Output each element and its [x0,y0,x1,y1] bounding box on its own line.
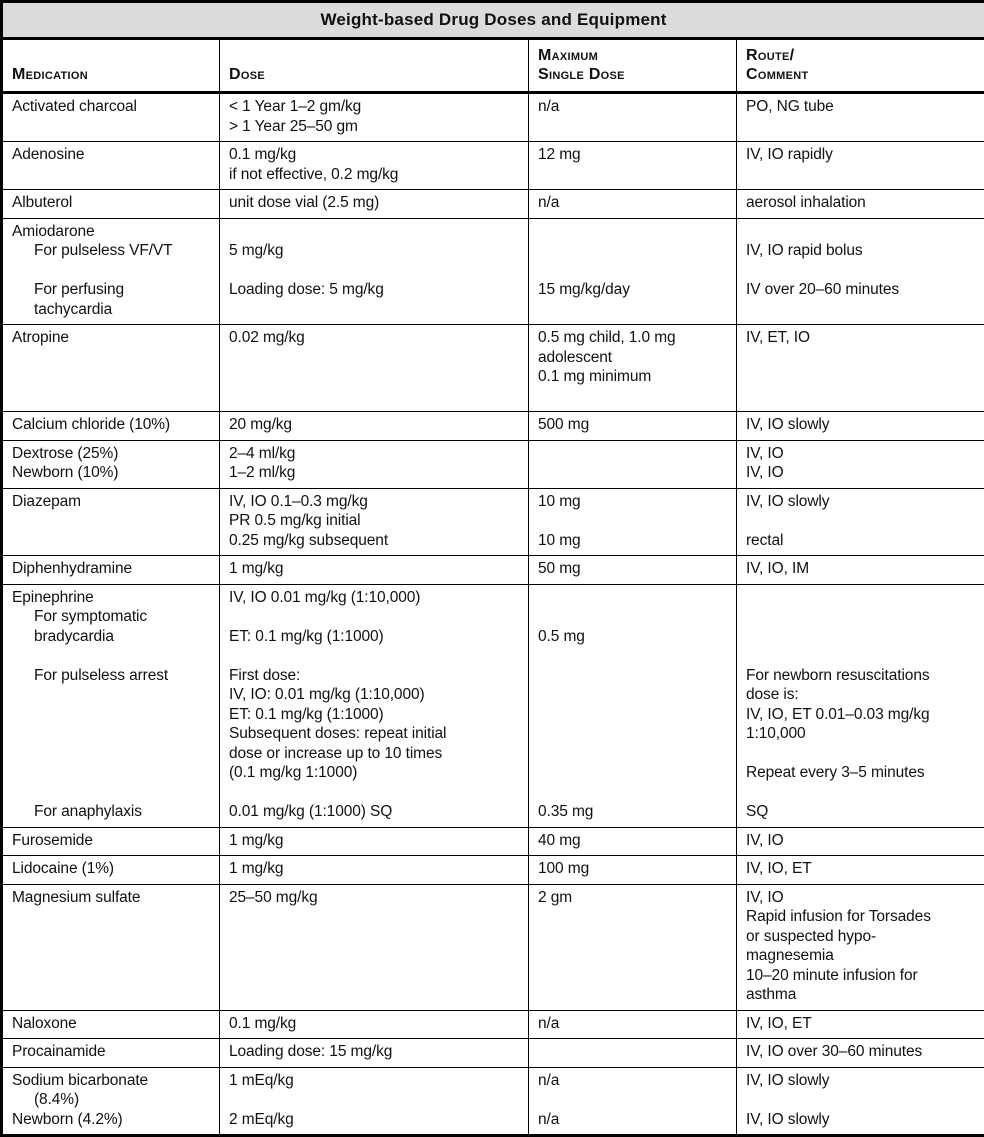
medication-cell [2,584,220,827]
max-single-dose-cell [529,440,737,488]
table-row [2,856,984,885]
cell-line [538,588,727,608]
cell-line: 10 mg [538,492,727,512]
cell-line [746,607,975,627]
route-comment-cell [737,556,984,585]
cell-line: adolescent [538,348,727,368]
max-single-dose-cell [529,412,737,441]
table-row [2,556,984,585]
cell-line: 100 mg [538,859,727,879]
cell-line: 0.5 mg [538,627,727,647]
cell-line: aerosol inhalation [746,193,975,213]
column-header-medication [2,39,220,93]
table-row [2,190,984,219]
cell-line [538,607,727,627]
dose-cell [220,884,529,1010]
dose-cell [220,190,529,219]
dose-cell [220,827,529,856]
max-single-dose-cell [529,1010,737,1039]
cell-line: IV, IO, ET 0.01–0.03 mg/kg [746,705,975,725]
column-header-maximum-single-dose [529,39,737,93]
cell-line [229,783,519,803]
cell-line: (8.4%) [12,1090,210,1110]
cell-line: 1–2 ml/kg [229,463,519,483]
cell-line: rectal [746,531,975,551]
dose-cell [220,412,529,441]
route-comment-cell [737,190,984,219]
cell-line [538,646,727,666]
cell-line: dose is: [746,685,975,705]
table-row [2,1039,984,1068]
cell-line: For perfusing [12,280,210,300]
cell-line: SQ [746,802,975,822]
cell-line: Adenosine [12,145,210,165]
cell-line [746,222,975,242]
cell-line: 0.5 mg child, 1.0 mg [538,328,727,348]
cell-line: IV, IO 0.1–0.3 mg/kg [229,492,519,512]
cell-line: 0.35 mg [538,802,727,822]
route-comment-cell [737,856,984,885]
cell-line: unit dose vial (2.5 mg) [229,193,519,213]
table-row [2,142,984,190]
cell-line: 10 mg [538,531,727,551]
cell-line: 12 mg [538,145,727,165]
cell-line: n/a [538,1110,727,1130]
table-row [2,325,984,412]
cell-line [746,1090,975,1110]
dose-cell [220,1067,529,1136]
cell-line: For newborn resuscitations [746,666,975,686]
route-comment-cell [737,1010,984,1039]
medication-cell [2,1067,220,1136]
cell-line [12,783,210,803]
cell-line: Magnesium sulfate [12,888,210,908]
cell-line [538,261,727,281]
cell-line [746,646,975,666]
cell-line: IV, ET, IO [746,328,975,348]
cell-line [538,511,727,531]
cell-line: Loading dose: 15 mg/kg [229,1042,519,1062]
cell-line: tachycardia [12,300,210,320]
cell-line: IV, IO, IM [746,559,975,579]
table-row [2,440,984,488]
cell-line [538,222,727,242]
route-comment-cell [737,1067,984,1136]
cell-line [12,646,210,666]
cell-line: 1 mEq/kg [229,1071,519,1091]
max-single-dose-cell [529,488,737,556]
cell-line: For pulseless arrest [12,666,210,686]
cell-line: n/a [538,1014,727,1034]
cell-line: Sodium bicarbonate [12,1071,210,1091]
cell-line: Lidocaine (1%) [12,859,210,879]
medication-cell [2,93,220,142]
cell-line: Dextrose (25%) [12,444,210,464]
cell-line [229,1090,519,1110]
cell-line: PO, NG tube [746,97,975,117]
cell-line: n/a [538,193,727,213]
table-header-row [2,39,984,93]
cell-line: Diazepam [12,492,210,512]
cell-line: IV, IO, ET [746,1014,975,1034]
cell-line: (0.1 mg/kg 1:1000) [229,763,519,783]
cell-line [538,705,727,725]
cell-line: IV, IO rapidly [746,145,975,165]
medication-cell [2,1039,220,1068]
column-header-dose [220,39,529,93]
cell-line [746,627,975,647]
route-comment-cell [737,440,984,488]
header-label-line2: Comment [746,65,975,84]
cell-line [229,646,519,666]
cell-line: 10–20 minute infusion for [746,966,975,986]
cell-line [746,783,975,803]
header-label: Dose [229,65,519,84]
cell-line: if not effective, 0.2 mg/kg [229,165,519,185]
cell-line: ET: 0.1 mg/kg (1:1000) [229,705,519,725]
dose-cell [220,325,529,412]
dose-cell [220,218,529,325]
cell-line: Repeat every 3–5 minutes [746,763,975,783]
route-comment-cell [737,1039,984,1068]
cell-line [538,387,727,407]
medication-cell [2,412,220,441]
table-row [2,884,984,1010]
cell-line [538,1090,727,1110]
route-comment-cell [737,488,984,556]
medication-cell [2,142,220,190]
dose-cell [220,584,529,827]
cell-line: 2–4 ml/kg [229,444,519,464]
max-single-dose-cell [529,218,737,325]
max-single-dose-cell [529,1067,737,1136]
header-label-line2: Single Dose [538,65,727,84]
cell-line: Calcium chloride (10%) [12,415,210,435]
max-single-dose-cell [529,856,737,885]
cell-line [229,261,519,281]
cell-line [746,261,975,281]
cell-line: 0.1 mg/kg [229,1014,519,1034]
table-row [2,412,984,441]
column-header-route-comment [737,39,984,93]
table-row [2,218,984,325]
cell-line: Rapid infusion for Torsades [746,907,975,927]
cell-line: IV, IO [746,888,975,908]
cell-line: Loading dose: 5 mg/kg [229,280,519,300]
medication-cell [2,488,220,556]
medication-cell [2,556,220,585]
medication-cell [2,856,220,885]
cell-line [746,588,975,608]
cell-line [538,744,727,764]
cell-line [538,685,727,705]
route-comment-cell [737,827,984,856]
medication-cell [2,440,220,488]
max-single-dose-cell [529,190,737,219]
cell-line [538,763,727,783]
cell-line: IV, IO slowly [746,415,975,435]
dose-cell [220,1039,529,1068]
max-single-dose-cell [529,93,737,142]
cell-line: Activated charcoal [12,97,210,117]
cell-line: n/a [538,1071,727,1091]
max-single-dose-cell [529,884,737,1010]
cell-line: For anaphylaxis [12,802,210,822]
route-comment-cell [737,884,984,1010]
medication-cell [2,325,220,412]
cell-line [12,261,210,281]
cell-line: 50 mg [538,559,727,579]
cell-line: 2 mEq/kg [229,1110,519,1130]
dose-cell [220,856,529,885]
cell-line [229,222,519,242]
cell-line: 0.1 mg/kg [229,145,519,165]
medication-cell [2,190,220,219]
table-row [2,827,984,856]
cell-line: Naloxone [12,1014,210,1034]
cell-line: > 1 Year 25–50 gm [229,117,519,137]
cell-line: 1 mg/kg [229,859,519,879]
table-title: Weight-based Drug Doses and Equipment [2,2,984,39]
cell-line [538,783,727,803]
cell-line [746,744,975,764]
cell-line: 0.02 mg/kg [229,328,519,348]
table-row [2,584,984,827]
dose-cell [220,1010,529,1039]
cell-line: Amiodarone [12,222,210,242]
cell-line: 0.1 mg minimum [538,367,727,387]
cell-line: or suspected hypo- [746,927,975,947]
max-single-dose-cell [529,1039,737,1068]
cell-line: 0.01 mg/kg (1:1000) SQ [229,802,519,822]
cell-line: For pulseless VF/VT [12,241,210,261]
route-comment-cell [737,142,984,190]
cell-line: IV, IO 0.01 mg/kg (1:10,000) [229,588,519,608]
table-row [2,488,984,556]
medication-cell [2,218,220,325]
cell-line: Diphenhydramine [12,559,210,579]
cell-line [538,724,727,744]
cell-line: 0.25 mg/kg subsequent [229,531,519,551]
max-single-dose-cell [529,584,737,827]
cell-line: bradycardia [12,627,210,647]
cell-line [12,744,210,764]
table-body [2,93,984,1136]
cell-line [746,511,975,531]
medication-cell [2,827,220,856]
route-comment-cell [737,412,984,441]
cell-line: 15 mg/kg/day [538,280,727,300]
cell-line: IV, IO slowly [746,1071,975,1091]
cell-line [538,666,727,686]
cell-line: 40 mg [538,831,727,851]
cell-line: IV over 20–60 minutes [746,280,975,300]
route-comment-cell [737,325,984,412]
cell-line: 2 gm [538,888,727,908]
route-comment-cell [737,93,984,142]
cell-line: IV, IO: 0.01 mg/kg (1:10,000) [229,685,519,705]
cell-line: IV, IO over 30–60 minutes [746,1042,975,1062]
cell-line [12,685,210,705]
header-label: Medication [12,65,210,84]
cell-line: Procainamide [12,1042,210,1062]
dose-cell [220,488,529,556]
route-comment-cell [737,584,984,827]
cell-line: IV, IO [746,463,975,483]
cell-line: IV, IO, ET [746,859,975,879]
table-row [2,1067,984,1136]
table-row [2,1010,984,1039]
cell-line [12,763,210,783]
cell-line: ET: 0.1 mg/kg (1:1000) [229,627,519,647]
cell-line: IV, IO slowly [746,1110,975,1130]
cell-line: Furosemide [12,831,210,851]
cell-line: IV, IO [746,444,975,464]
header-label-line1: Maximum [538,46,727,65]
cell-line: 1 mg/kg [229,831,519,851]
cell-line [12,724,210,744]
cell-line: IV, IO rapid bolus [746,241,975,261]
cell-line: 25–50 mg/kg [229,888,519,908]
cell-line: 500 mg [538,415,727,435]
cell-line: Newborn (10%) [12,463,210,483]
cell-line: Newborn (4.2%) [12,1110,210,1130]
medication-cell [2,884,220,1010]
dose-cell [220,93,529,142]
table-title-row [2,2,984,39]
max-single-dose-cell [529,827,737,856]
cell-line: Albuterol [12,193,210,213]
max-single-dose-cell [529,556,737,585]
table-row [2,93,984,142]
max-single-dose-cell [529,142,737,190]
cell-line: IV, IO [746,831,975,851]
cell-line: For symptomatic [12,607,210,627]
cell-line: 20 mg/kg [229,415,519,435]
cell-line: < 1 Year 1–2 gm/kg [229,97,519,117]
route-comment-cell [737,218,984,325]
cell-line: 1:10,000 [746,724,975,744]
max-single-dose-cell [529,325,737,412]
cell-line: IV, IO slowly [746,492,975,512]
cell-line: PR 0.5 mg/kg initial [229,511,519,531]
cell-line: Subsequent doses: repeat initial [229,724,519,744]
cell-line: asthma [746,985,975,1005]
cell-line [12,705,210,725]
cell-line [229,607,519,627]
cell-line: Atropine [12,328,210,348]
medication-cell [2,1010,220,1039]
cell-line: Epinephrine [12,588,210,608]
cell-line [538,241,727,261]
cell-line: dose or increase up to 10 times [229,744,519,764]
dose-cell [220,142,529,190]
cell-line: First dose: [229,666,519,686]
dose-cell [220,440,529,488]
cell-line: 1 mg/kg [229,559,519,579]
cell-line: magnesemia [746,946,975,966]
cell-line: n/a [538,97,727,117]
cell-line: 5 mg/kg [229,241,519,261]
dose-cell [220,556,529,585]
header-label-line1: Route/ [746,46,975,65]
